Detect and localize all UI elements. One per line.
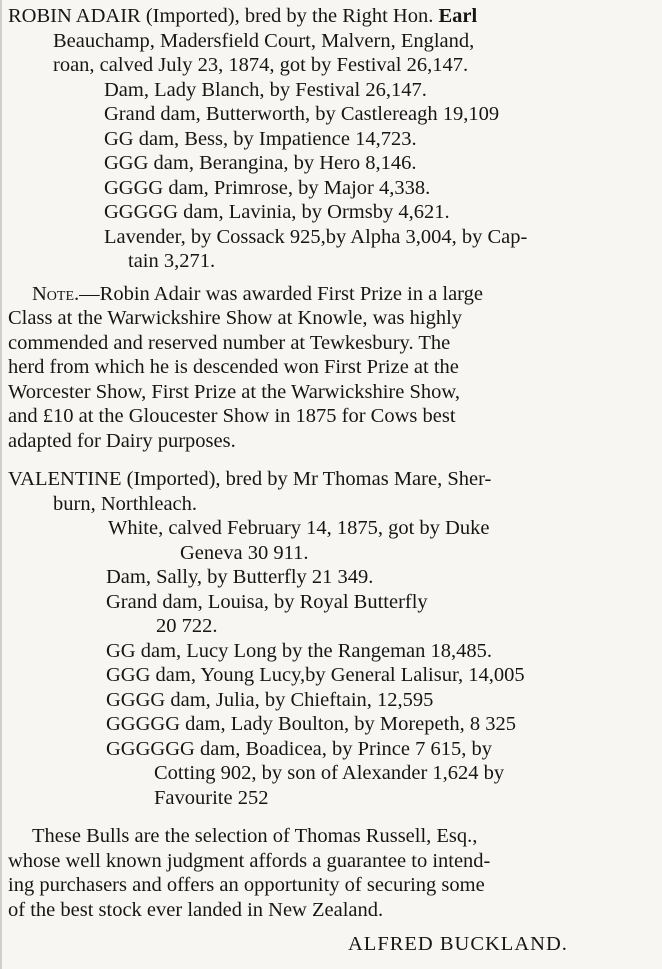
pedigree-line: GGGG dam, Julia, by Chieftain, 12,595 bbox=[106, 688, 434, 711]
pedigree-line: GGGGG dam, Lady Boulton, by Morepeth, 8 325 bbox=[106, 713, 516, 735]
pedigree-line: Dam, Lady Blanch, by Festival 26,147. bbox=[104, 78, 427, 101]
pedigree-line: GGG dam, Berangina, by Hero 8,146. bbox=[104, 152, 417, 174]
bull-name: ROBIN ADAIR bbox=[8, 5, 141, 27]
note-line: adapted for Dairy purposes. bbox=[8, 429, 236, 452]
entry-valentine bbox=[8, 467, 652, 810]
closing-line: These Bulls are the selection of Thomas Russell, Esq., bbox=[32, 825, 478, 847]
entry-intro-text: (Imported), bred by Mr Thomas Mare, Sher- bbox=[121, 468, 492, 490]
pedigree-line: GG dam, Bess, by Impatience 14,723. bbox=[104, 127, 417, 150]
page-edge-rule bbox=[0, 0, 2, 969]
entry-heading-line bbox=[8, 467, 652, 492]
pedigree-line: tain 3,271. bbox=[128, 250, 216, 272]
entry-text-line: White, calved February 14, 1875, got by Duke bbox=[108, 517, 490, 539]
closing-line: whose well known judgment affords a guarantee to intend- bbox=[8, 849, 491, 872]
note-line: Class at the Warwickshire Show at Knowle, was highly bbox=[8, 307, 463, 329]
pedigree-line: Dam, Sally, by Butterfly 21 349. bbox=[106, 566, 374, 588]
note-line: —Robin Adair was awarded First Prize in a large bbox=[79, 282, 483, 305]
pedigree-line: GG dam, Lucy Long by the Rangeman 18,485. bbox=[106, 639, 493, 662]
pedigree-line: Favourite 252 bbox=[154, 786, 269, 809]
entry-text-line: burn, Northleach. bbox=[53, 492, 198, 515]
pedigree-line: 20 722. bbox=[156, 615, 218, 637]
entry-text-line: Beauchamp, Madersfield Court, Malvern, England, bbox=[53, 29, 475, 52]
pedigree-line: GGGG dam, Primrose, by Major 4,338. bbox=[104, 176, 431, 199]
entry-intro-text: (Imported), bred by the Right Hon. bbox=[140, 5, 439, 27]
pedigree-line: Grand dam, Louisa, by Royal Butterfly bbox=[106, 590, 428, 613]
signature: ALFRED BUCKLAND. bbox=[348, 933, 568, 955]
note-paragraph bbox=[8, 282, 652, 454]
closing-paragraph bbox=[8, 824, 652, 922]
entry-text-line: Geneva 30 911. bbox=[180, 541, 309, 564]
closing-line: of the best stock ever landed in New Zealand. bbox=[8, 898, 384, 921]
note-line: commended and reserved number at Tewkesbury. The bbox=[8, 331, 451, 354]
entry-intro-bold: Earl bbox=[438, 5, 478, 27]
closing-line: ing purchasers and offers an opportunity of securing some bbox=[8, 874, 485, 896]
entry-text-line: roan, calved July 23, 1874, got by Festival 26,147. bbox=[53, 54, 469, 76]
entry-heading-line bbox=[8, 4, 652, 29]
pedigree-line: Cotting 902, by son of Alexander 1,624 by bbox=[154, 762, 505, 784]
note-line: and £10 at the Gloucester Show in 1875 for Cows best bbox=[8, 405, 456, 427]
pedigree-line: Lavender, by Cossack 925,by Alpha 3,004, by Cap- bbox=[104, 225, 528, 248]
bull-name: VALENTINE bbox=[8, 468, 122, 490]
pedigree-line: GGG dam, Young Lucy,by General Lalisur, 14,005 bbox=[106, 664, 525, 686]
pedigree-line: Grand dam, Butterworth, by Castlereagh 19,109 bbox=[104, 103, 500, 125]
pedigree-line: GGGGG dam, Lavinia, by Ormsby 4,621. bbox=[104, 201, 450, 223]
note-label: Note. bbox=[32, 282, 80, 305]
note-line: Worcester Show, First Prize at the Warwickshire Show, bbox=[8, 380, 460, 403]
note-line: herd from which he is descended won First Prize at the bbox=[8, 356, 459, 378]
entry-robin-adair bbox=[8, 4, 652, 274]
pedigree-line: GGGGGG dam, Boadicea, by Prince 7 615, by bbox=[106, 737, 493, 760]
